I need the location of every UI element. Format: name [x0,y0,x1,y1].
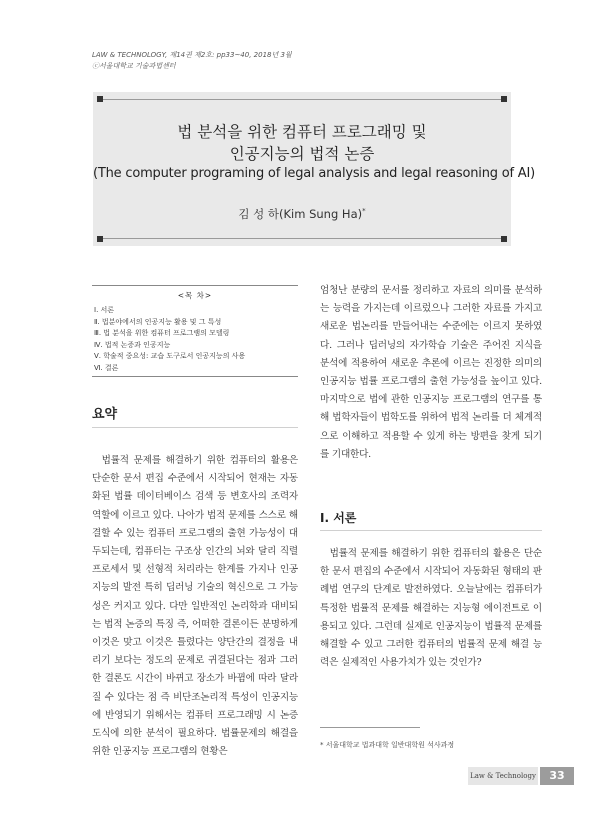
toc-item[interactable]: Ⅴ. 학술적 중요성: 교습 도구로서 인공지능의 사용 [94,352,246,360]
korean-title-line-1: 법 분석을 위한 컴퓨터 프로그래밍 및 [177,123,427,141]
intro-paragraph: 법률적 문제를 해결하기 위한 컴퓨터의 활용은 단순한 문서 편집의 수준에서 시작되어 자동화된 형태의 판례법 연구의 단계로 발전하였다. 오늘날에는 컴퓨터가 특정한 법률적 문제를 해결하는 지능형 에이전트로 이용되고 있다. 그런데 실제로 인공지능이 법률적 문제를 해결할 수 있고 그러한 컴퓨터의 법률적 문제 해결 능력은 실제적인 사용가치가 있는 것인가? [320,548,542,669]
toc-heading: <목 차> [177,291,213,300]
summary-body-column [92,452,298,761]
journal-citation: LAW & TECHNOLOGY, 제14권 제2호: pp33~40, 2018년 3월 [92,51,292,59]
corner-square-icon [97,96,103,102]
title-box [93,92,535,246]
author-line [93,206,511,222]
toc-item[interactable]: Ⅳ. 법적 논증과 인공지능 [94,340,171,349]
title-box-bottom-rule [102,238,502,239]
korean-title-line-2: 인공지능의 법적 논증 [229,145,375,163]
copyright-line: ⓒ서울대학교 기술과법센터 [92,62,176,70]
author-name: 김 성 하(Kim Sung Ha) [238,207,363,221]
page-footer [468,767,574,785]
toc-item[interactable]: Ⅰ. 서론 [94,306,115,314]
author-footnote: * 서울대학교 법과대학 일반대학원 석사과정 [320,741,455,749]
toc-item[interactable]: Ⅱ. 법분야에서의 인공지능 활용 및 그 특성 [94,317,222,326]
table-of-contents [92,285,298,377]
page-number: 33 [540,767,574,785]
toc-item[interactable]: Ⅲ. 법 분석을 위한 컴퓨터 프로그램의 모델링 [94,329,230,337]
footnote-rule [320,727,420,728]
author-footnote-mark: * [362,207,366,216]
title-box-top-rule [102,99,502,100]
right-column-continuation [320,282,542,464]
summary-heading: 요약 [92,407,118,422]
footer-journal-name: Law & Technology [468,767,538,785]
english-title: (The computer programing of legal analysis and legal reasoning of AI) [93,166,535,181]
corner-square-icon [501,236,507,242]
summary-paragraph: 법률적 문제를 해결하기 위한 컴퓨터의 활용은 단순한 문서 편집 수준에서 시작되어 현재는 자동화된 법률 데이터베이스 검색 등 변호사의 조력자 역할에 이르고 있다. 나아가 법적 문제를 스스로 해결할 수 있는 컴퓨터 프로그램의 출현 가능성이 대두되는데, 컴퓨터는 구조상 인간의 뇌와 달리 직렬 프로세서 및 선형적 처리라는 한계를 가지나 인공지능의 발전 특히 딥러닝 기술의 혁신으로 그 가능성은 커지고 있다. 다만 일반적인 논리학과 대비되는 법적 논증의 특징 즉, 어떠한 결론이든 분명하게 이것은 맞고 이것은 틀렸다는 양단간의 결정을 내리기 보다는 정도의 문제로 귀결된다는 점과 그러한 결론도 시간이 바뀌고 장소가 바뀜에 따라 달라질 수 있다는 점 즉 비단조논리적 특성이 인공지능에 반영되기 위해서는 컴퓨터 프로그래밍 시 논증도식에 의한 분석이 필요하다. 법률문제의 해결을 위한 인공지능 프로그램의 현황은 [92,455,298,758]
intro-heading-rule [320,530,542,531]
summary-heading-rule [92,427,298,428]
summary-continuation-paragraph: 엄청난 분량의 문서를 정리하고 자료의 의미를 분석하는 능력을 가지는데 이르렀으나 그러한 자료를 가지고 새로운 법논리를 만들어내는 수준에는 이르지 못하였다. 그러나 딥러닝의 자가학습 기술은 주어진 지식을 분석에 적용하여 새로운 추론에 이르는 진정한 의미의 인공지능 법률 프로그램의 출현 가능성을 높이고 있다. 마지막으로 법에 관한 인공지능 프로그램의 연구를 통해 법학자들이 법학도를 위하여 법적 논리를 더 체계적으로 이해하고 적용할 수 있게 하는 방편을 찾게 되기를 기대한다. [320,285,542,460]
corner-square-icon [97,236,103,242]
intro-heading: Ⅰ. 서론 [320,511,357,525]
running-header [92,50,292,72]
intro-body-column [320,545,542,672]
corner-square-icon [501,96,507,102]
toc-item[interactable]: Ⅵ. 결론 [94,363,119,372]
